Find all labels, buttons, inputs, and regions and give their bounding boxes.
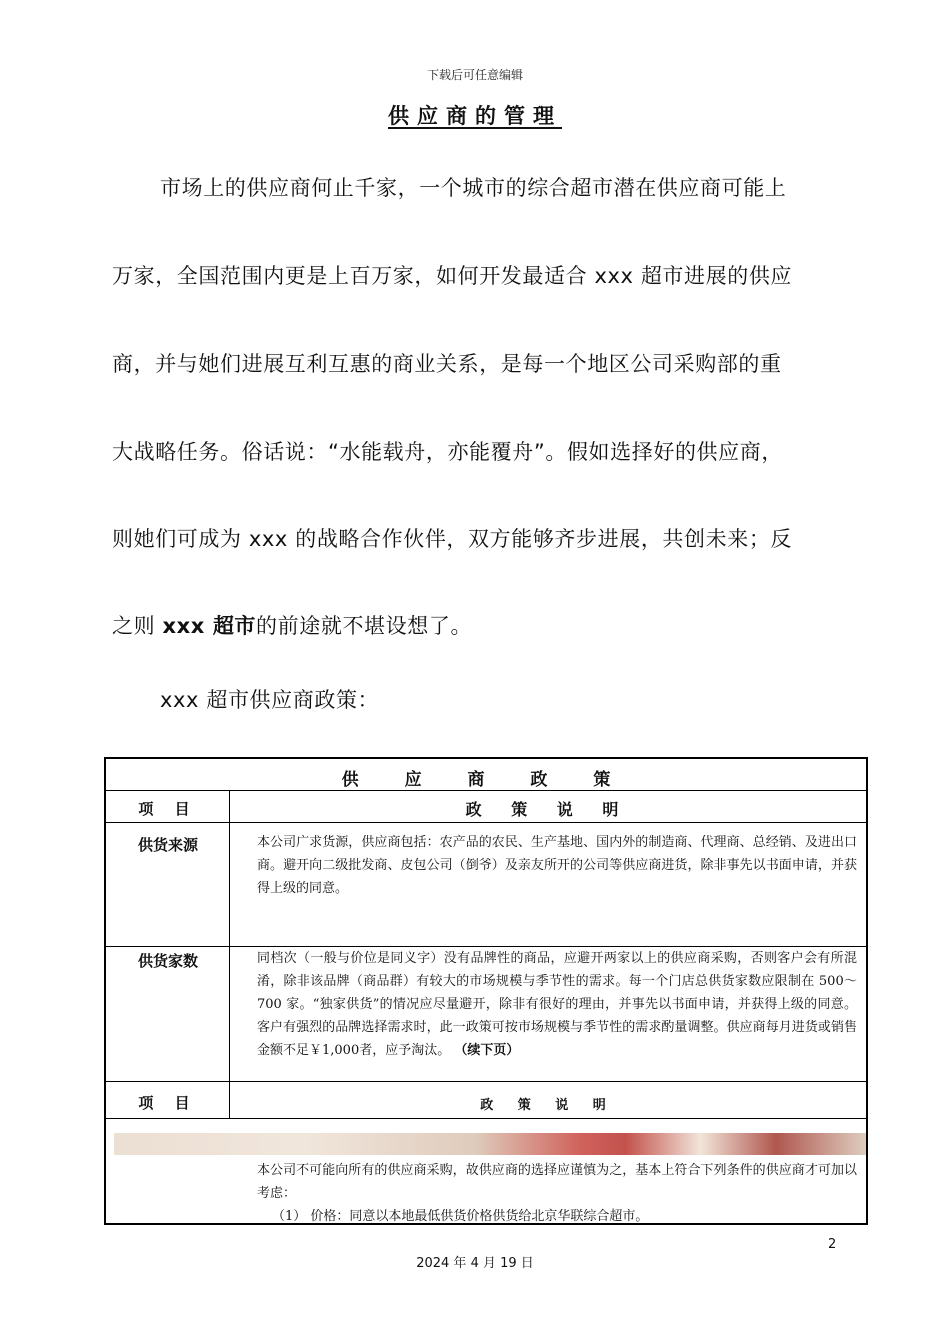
policy-intro: xxx 超市供应商政策：: [160, 688, 380, 712]
body-line-6-suffix: 的前途就不堪设想了。: [256, 614, 473, 638]
document-title: [0, 100, 950, 130]
header-note: 下载后可任意编辑: [426, 68, 523, 82]
body-line-4: 大战略任务。俗话说：“水能载舟，亦能覆舟”。假如选择好的供应商，: [112, 440, 783, 464]
repeat-column-header-description: 政 策 说 明: [480, 1098, 616, 1113]
table-rule: [106, 1081, 866, 1082]
continued-text: 本公司不可能向所有的供应商采购，故供应商的选择应谨慎为之，基本上符合下列条件的供应商才可加以考虑：: [257, 1163, 857, 1201]
body-line-6: [112, 610, 842, 640]
body-line-2: 万家，全国范围内更是上百万家，如何开发最适合 xxx 超市进展的供应: [112, 264, 793, 288]
row-label-supplier-count: 供货家数: [137, 952, 198, 970]
body-line-3: 商，并与她们进展互利互惠的商业关系，是每一个地区公司采购部的重: [112, 352, 782, 376]
table-rule: [106, 822, 866, 823]
column-header-description: 政 策 说 明: [465, 800, 631, 819]
row-label-supply-source: 供货来源: [137, 836, 198, 854]
repeat-column-header-item: 项 目: [138, 1094, 198, 1112]
scanned-image-strip: [114, 1133, 866, 1155]
table-rule: [106, 1118, 866, 1119]
table-title: 供 应 商 政 策: [341, 770, 631, 790]
continued-note: （续下页）: [454, 1043, 520, 1058]
body-line-6-bold: xxx 超市: [162, 614, 257, 638]
table-rule: [106, 790, 866, 791]
document-title-text: 供应商的管理: [388, 104, 562, 128]
supplier-policy-table: [104, 757, 868, 1225]
body-line-5: 则她们可成为 xxx 的战略合作伙伴，双方能够齐步进展，共创未来；反: [112, 527, 793, 551]
row-text-supplier-count: [257, 947, 857, 1062]
row-text-supply-source: 本公司广求货源，供应商包括：农产品的农民、生产基地、国内外的制造商、代理商、总经销、及进出口商。避开向二级批发商、皮包公司（倒爷）及亲友所开的公司等供应商进货，除非事先以书面申请，并获得上级的同意。: [257, 835, 857, 896]
page-number: 2: [828, 1237, 837, 1252]
row-text-supplier-count-body: 同档次（一般与价位是同义字）没有品牌性的商品，应避开两家以上的供应商采购，否则客户会有所混淆，除非该品牌（商品群）有较大的市场规模与季节性的需求。每一个门店总供货家数应限制在 500～700 家。“独家供货”的情况应尽量避开，除非有很好的理由，并事先以书面申请，并获得上级的同意。客户有强烈的品牌选择需求时，此一政策可按市场规模与季节性的需求酌量调整。供应商每月进货或销售金额不足￥1,000者，应予淘汰。: [257, 951, 857, 1058]
footer-date: 2024 年 4 月 19 日: [416, 1256, 534, 1271]
body-line-6-prefix: 之则: [112, 614, 163, 638]
body-line-1: 市场上的供应商何止千家，一个城市的综合超市潜在供应商可能上: [160, 176, 787, 200]
continued-item-price: （1） 价格：同意以本地最低供货价格供货给北京华联综合超市。: [272, 1209, 649, 1224]
column-header-item: 项 目: [138, 800, 198, 818]
